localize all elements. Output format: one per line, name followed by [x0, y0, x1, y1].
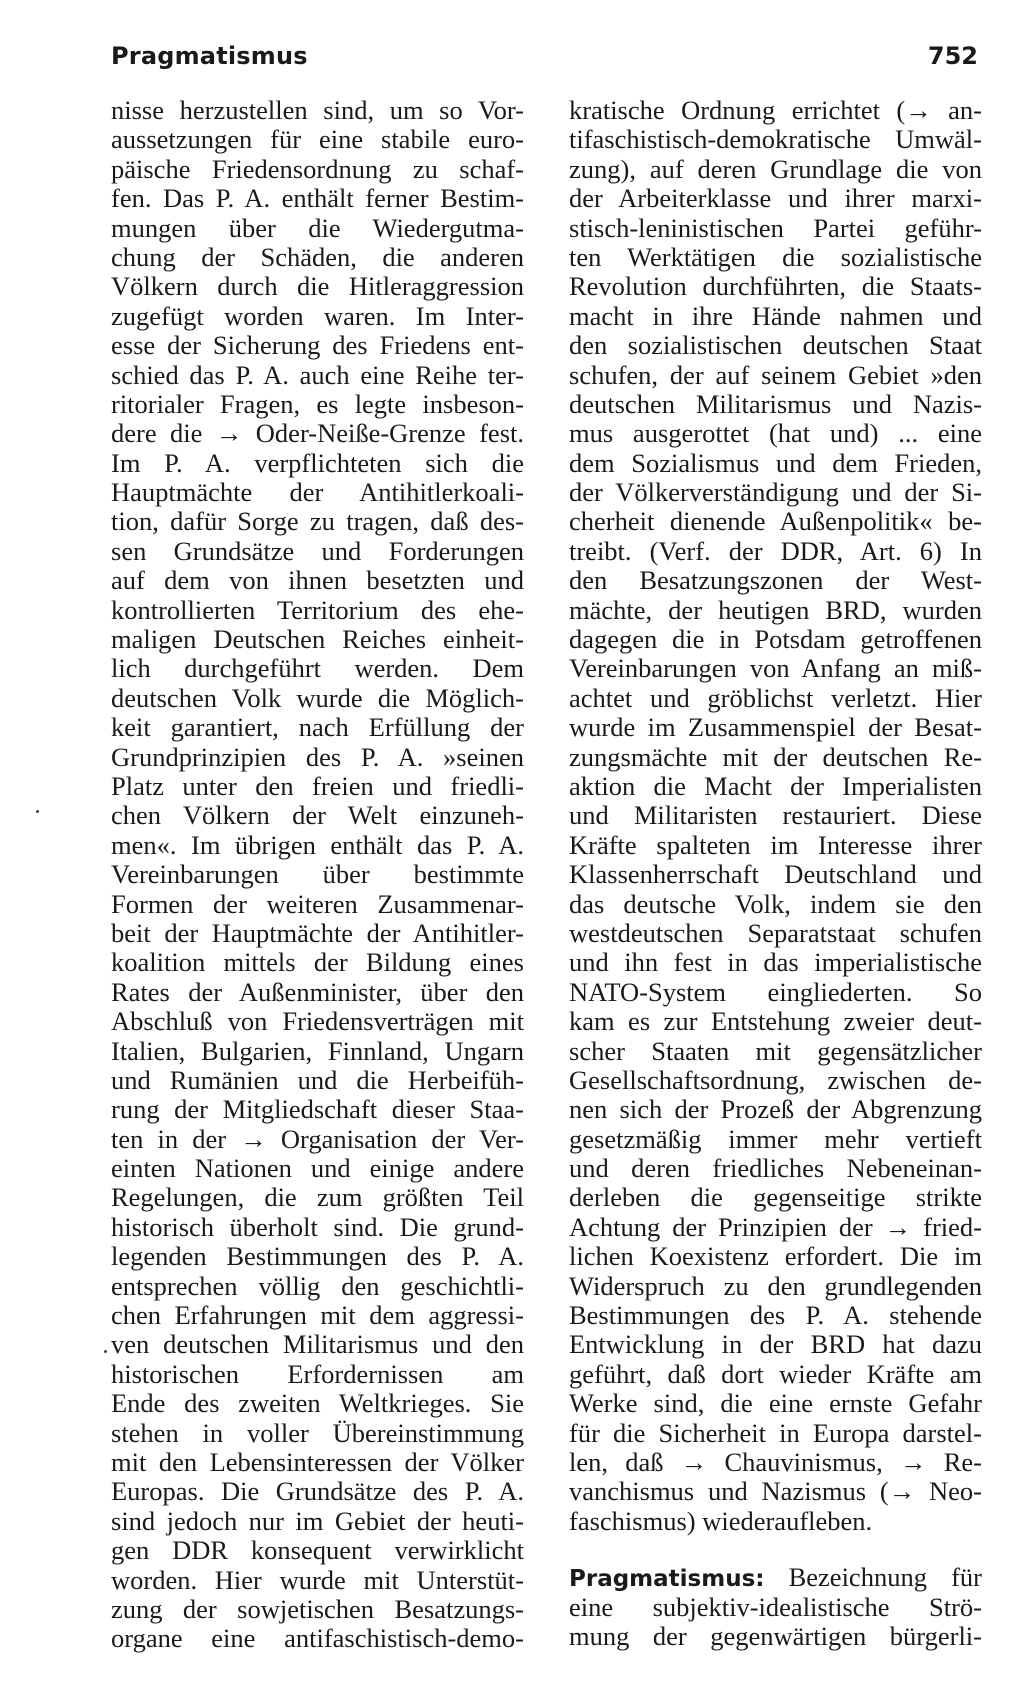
text-line: der Arbeiterklasse und ihrer marxi- [569, 184, 982, 214]
text-line: macht in ihre Hände nahmen und [569, 301, 982, 331]
text-line: vanchismus und Nazismus (→ Neo- [569, 1477, 982, 1507]
text-line: mung der gegenwärtigen bürgerli- [569, 1621, 982, 1651]
text-line: cherheit dienende Außenpolitik« be- [569, 507, 982, 537]
text-line: Im P. A. verpflichteten sich die [111, 448, 524, 478]
text-line: das deutsche Volk, indem sie den [569, 889, 982, 919]
text-line: historischen Erfordernissen am [111, 1359, 524, 1389]
text-line: mus ausgerottet (hat und) ... eine [569, 419, 982, 449]
text-line: mit den Lebensinteressen der Völker [111, 1447, 524, 1477]
text-line: kratische Ordnung errichtet (→ an- [569, 96, 982, 125]
text-line: schied das P. A. auch eine Reihe ter- [111, 360, 524, 390]
text-line: achtet und gröblichst verletzt. Hier [569, 683, 982, 713]
text-line: und Rumänien und die Herbeifüh- [111, 1065, 524, 1095]
text-line: chen Erfahrungen mit dem aggressi- [111, 1301, 524, 1331]
text-line: men«. Im übrigen enthält das P. A. [111, 830, 524, 860]
text-line: ten Werktätigen die sozialistische [569, 242, 982, 272]
text-line: Ende des zweiten Weltkrieges. Sie [111, 1389, 524, 1419]
text-line: für die Sicherheit in Europa darstel- [569, 1418, 982, 1448]
text-line: len, daß → Chauvinismus, → Re- [569, 1447, 982, 1477]
text-line: zugefügt worden waren. Im Inter- [111, 301, 524, 331]
text-line: nen sich der Prozeß der Abgrenzung [569, 1095, 982, 1125]
text-line: Werke sind, die eine ernste Gefahr [569, 1389, 982, 1419]
left-column [111, 96, 524, 1654]
text-line: chen Völkern der Welt einzuneh- [111, 801, 524, 831]
text-line: gen DDR konsequent verwirklicht [111, 1536, 524, 1566]
text-line: Vereinbarungen von Anfang an miß- [569, 654, 982, 684]
text-line: mungen über die Wiedergutma- [111, 213, 524, 243]
text-line: sind jedoch nur im Gebiet der heuti- [111, 1506, 524, 1536]
entry-text: Bezeichnung für [788, 1563, 982, 1593]
text-line: maligen Deutschen Reiches einheit- [111, 625, 524, 655]
text-line: organe eine antifaschistisch-demo- [111, 1624, 524, 1654]
text-line: Widerspruch zu den grundlegenden [569, 1271, 982, 1301]
text-line: Grundprinzipien des P. A. »seinen [111, 742, 524, 772]
text-line: tion, dafür Sorge zu tragen, daß des- [111, 507, 524, 537]
right-column [569, 96, 982, 1651]
text-line: eine subjektiv-idealistische Strö- [569, 1592, 982, 1622]
text-line: deutschen Militarismus und Nazis- [569, 389, 982, 419]
text-line: derleben die gegenseitige strikte [569, 1183, 982, 1213]
text-line: faschismus) wiederaufleben. [569, 1506, 873, 1536]
text-line: dagegen die in Potsdam getroffenen [569, 625, 982, 655]
text-line: kam es zur Entstehung zweier deut- [569, 1007, 982, 1037]
text-line: der Völkerverständigung und der Si- [569, 478, 982, 508]
text-line: aktion die Macht der Imperialisten [569, 771, 982, 801]
text-line: keit garantiert, nach Erfüllung der [111, 713, 524, 743]
text-line: deutschen Volk wurde die Möglich- [111, 683, 524, 713]
text-line: Völkern durch die Hitleraggression [111, 272, 524, 302]
text-line: und ihn fest in das imperialistische [569, 948, 982, 978]
entry-headword: Pragmatismus: [569, 1566, 765, 1593]
text-line: einten Nationen und einige andere [111, 1154, 524, 1184]
text-line: Klassenherrschaft Deutschland und [569, 860, 982, 890]
text-line: dere die → Oder-Neiße-Grenze fest. [111, 419, 524, 449]
text-line: Entwicklung in der BRD hat dazu [569, 1330, 982, 1360]
text-line: rung der Mitgliedschaft dieser Staa- [111, 1095, 524, 1125]
text-line: auf dem von ihnen besetzten und [111, 566, 524, 596]
text-line: Hauptmächte der Antihitlerkoali- [111, 478, 524, 508]
text-line: Kräfte spalteten im Interesse ihrer [569, 830, 982, 860]
text-line: lich durchgeführt werden. Dem [111, 654, 524, 684]
entry-spacer [569, 1536, 982, 1563]
text-line: chung der Schäden, die anderen [111, 242, 524, 272]
text-line: Vereinbarungen über bestimmte [111, 860, 524, 890]
text-line: Bestimmungen des P. A. stehende [569, 1301, 982, 1331]
text-line: treibt. (Verf. der DDR, Art. 6) In [569, 536, 982, 566]
text-line: zungsmächte mit der deutschen Re- [569, 742, 982, 772]
text-line: Europas. Die Grundsätze des P. A. [111, 1477, 524, 1507]
entry-first-line [569, 1563, 982, 1592]
print-speck [36, 810, 39, 813]
text-line: ven deutschen Militarismus und den [111, 1330, 524, 1360]
text-line: päische Friedensordnung zu schaf- [111, 154, 524, 184]
text-line: stisch-leninistischen Partei geführ- [569, 213, 982, 243]
text-line: zung), auf deren Grundlage die von [569, 154, 982, 184]
text-line: und deren friedliches Nebeneinan- [569, 1154, 982, 1184]
running-head-title: Pragmatismus [111, 42, 308, 70]
text-line: westdeutschen Separatstaat schufen [569, 918, 982, 948]
text-line: kontrollierten Territorium des ehe- [111, 595, 524, 625]
text-line: beit der Hauptmächte der Antihitler- [111, 918, 524, 948]
text-line: Regelungen, die zum größten Teil [111, 1183, 524, 1213]
text-line: stehen in voller Übereinstimmung [111, 1418, 524, 1448]
print-speck [104, 1350, 107, 1353]
text-line: fen. Das P. A. enthält ferner Bestim- [111, 184, 524, 214]
text-line: tifaschistisch-demokratische Umwäl- [569, 125, 982, 155]
page-number: 752 [927, 42, 978, 70]
text-line: koalition mittels der Bildung eines [111, 948, 524, 978]
text-line: schufen, der auf seinem Gebiet »den [569, 360, 982, 390]
text-line: NATO-System eingliederten. So [569, 977, 982, 1007]
text-line: den sozialistischen deutschen Staat [569, 331, 982, 361]
text-line: gesetzmäßig immer mehr vertieft [569, 1124, 982, 1154]
text-line: lichen Koexistenz erfordert. Die im [569, 1242, 982, 1272]
text-line: worden. Hier wurde mit Unterstüt- [111, 1565, 524, 1595]
text-line: scher Staaten mit gegensätzlicher [569, 1036, 982, 1066]
text-line: sen Grundsätze und Forderungen [111, 536, 524, 566]
text-line: wurde im Zusammenspiel der Besat- [569, 713, 982, 743]
text-line: zung der sowjetischen Besatzungs- [111, 1594, 524, 1624]
text-line: dem Sozialismus und dem Frieden, [569, 448, 982, 478]
text-line: den Besatzungszonen der West- [569, 566, 982, 596]
text-line: Formen der weiteren Zusammenar- [111, 889, 524, 919]
text-line: Gesellschaftsordnung, zwischen de- [569, 1065, 982, 1095]
text-line: Abschluß von Friedensverträgen mit [111, 1007, 524, 1037]
text-line: Platz unter den freien und friedli- [111, 771, 524, 801]
text-line: Rates der Außenminister, über den [111, 977, 524, 1007]
text-line: ten in der → Organisation der Ver- [111, 1124, 524, 1154]
text-line: nisse herzustellen sind, um so Vor- [111, 96, 524, 125]
text-line: und Militaristen restauriert. Diese [569, 801, 982, 831]
text-line: geführt, daß dort wieder Kräfte am [569, 1359, 982, 1389]
text-line: aussetzungen für eine stabile euro- [111, 125, 524, 155]
text-line: esse der Sicherung des Friedens ent- [111, 331, 524, 361]
text-line: Revolution durchführten, die Staats- [569, 272, 982, 302]
text-line: historisch überholt sind. Die grund- [111, 1212, 524, 1242]
text-line: entsprechen völlig den geschichtli- [111, 1271, 524, 1301]
text-line: Achtung der Prinzipien der → fried- [569, 1212, 982, 1242]
text-line: ritorialer Fragen, es legte insbeson- [111, 389, 524, 419]
text-line: legenden Bestimmungen des P. A. [111, 1242, 524, 1272]
text-line: mächte, der heutigen BRD, wurden [569, 595, 982, 625]
text-line: Italien, Bulgarien, Finnland, Ungarn [111, 1036, 524, 1066]
